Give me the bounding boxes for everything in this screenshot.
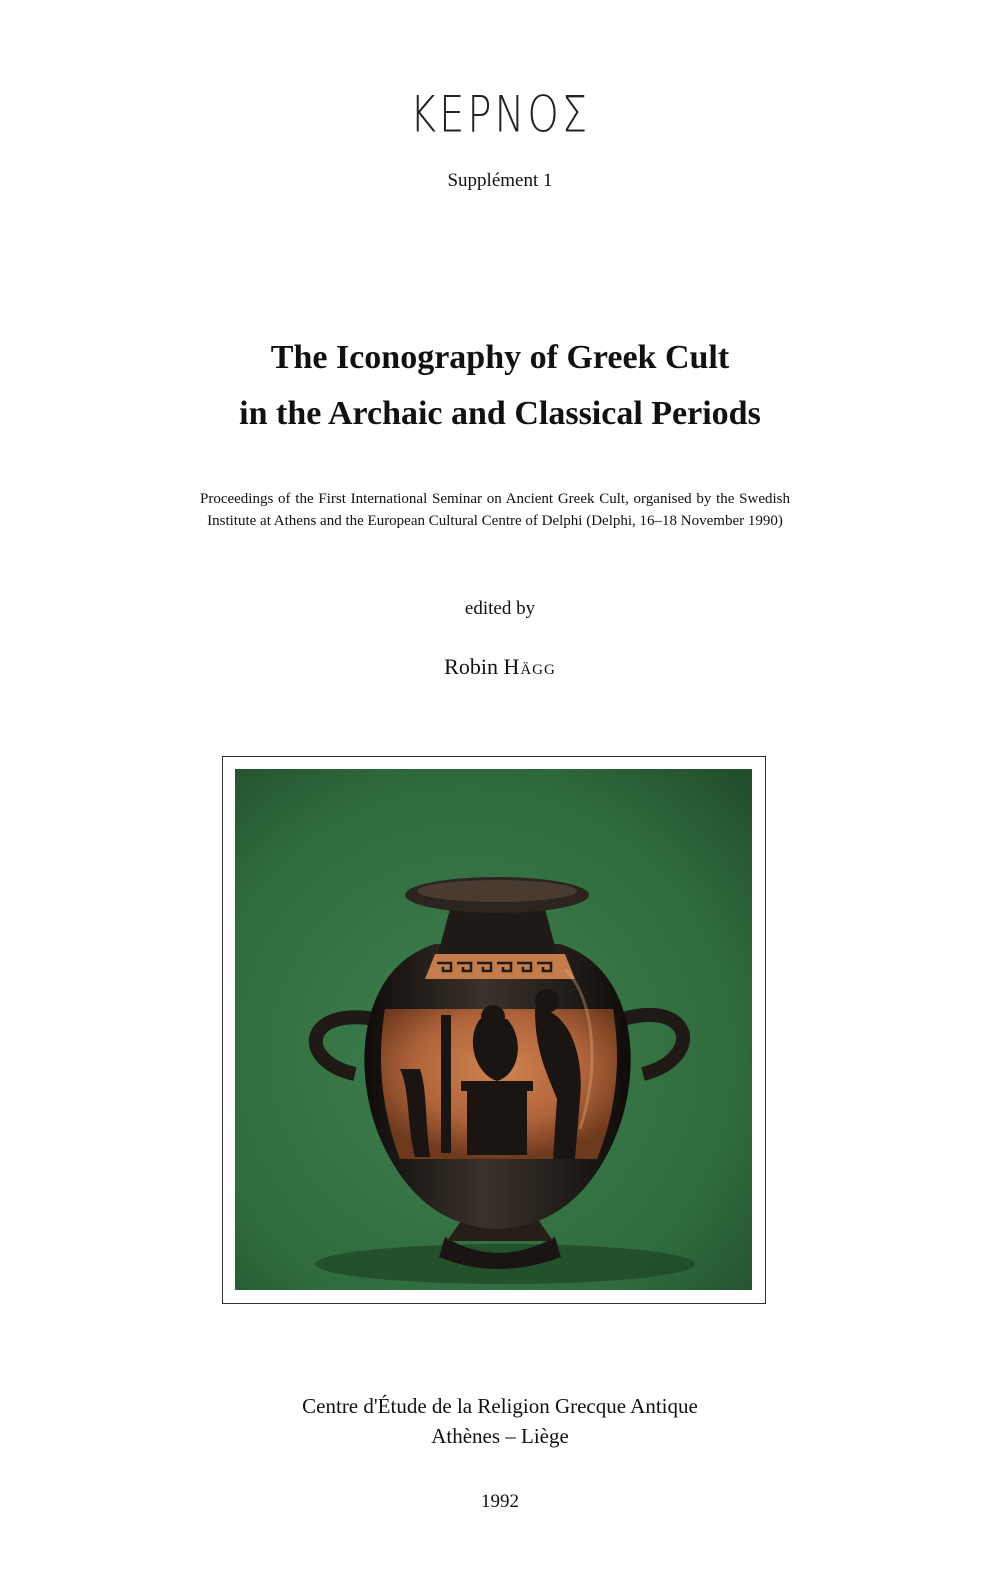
cover-photo — [235, 769, 752, 1290]
editor-last-name: Hägg — [503, 654, 556, 679]
series-logo: KEPNOΣ — [409, 86, 591, 144]
cover-photo-frame — [222, 756, 766, 1304]
publisher-block — [0, 1391, 1000, 1451]
hydria-vase-illustration — [235, 769, 752, 1290]
publisher-location: Athènes – Liège — [431, 1424, 569, 1448]
editor-first-name: Robin — [444, 654, 498, 679]
editor-name — [0, 654, 1000, 680]
publisher-name: Centre d'Étude de la Religion Grecque Antique — [302, 1394, 698, 1418]
book-title-line-2: in the Archaic and Classical Periods — [239, 395, 761, 432]
proceedings-description: Proceedings of the First International Seminar on Ancient Greek Cult, organised by the Swedish Institute at Athens and the European Cultural Centre of Delphi (Delphi, 16–18 November 1990) — [200, 491, 790, 529]
publication-year: 1992 — [481, 1491, 519, 1512]
book-title-line-1: The Iconography of Greek Cult — [270, 339, 730, 376]
series-supplement: Supplément 1 — [447, 170, 553, 191]
edited-by-label: edited by — [464, 598, 536, 619]
book-title — [0, 330, 1000, 442]
